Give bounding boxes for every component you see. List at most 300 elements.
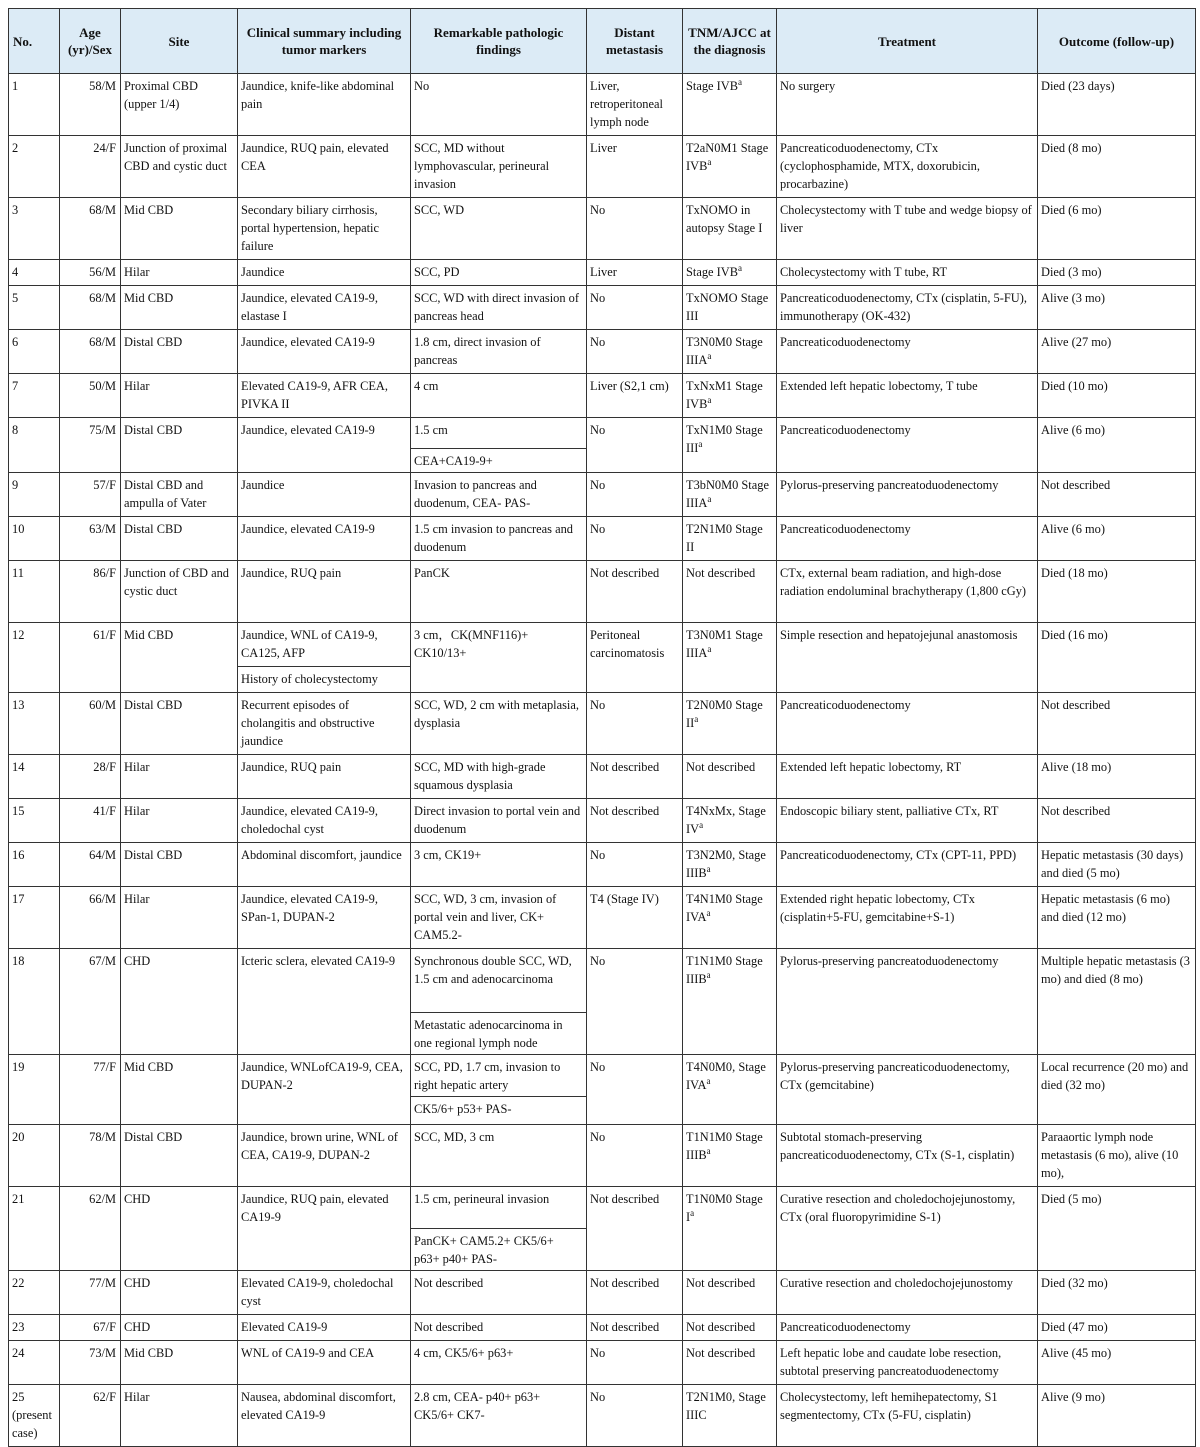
cell-age: 73/M: [60, 1341, 121, 1385]
cell-age: 66/M: [60, 887, 121, 949]
cell-tnm: [683, 136, 777, 198]
cell-age: 62/F: [60, 1385, 121, 1447]
tnm-footnote-marker: a: [706, 1145, 711, 1156]
cell-site: Proximal CBD (upper 1/4): [121, 74, 238, 136]
cell-outcome: Hepatic metastasis (6 mo) and died (12 mo): [1038, 887, 1196, 949]
table-row: [9, 330, 1196, 374]
cell-clinical: Secondary biliary cirrhosis, portal hypertension, hepatic failure: [238, 198, 411, 260]
cell-outcome: Hepatic metastasis (30 days) and died (5 mo): [1038, 843, 1196, 887]
cell-outcome: Alive (18 mo): [1038, 755, 1196, 799]
cell-pathology: 1.5 cm, perineural invasion: [411, 1187, 587, 1229]
cell-outcome: Alive (9 mo): [1038, 1385, 1196, 1447]
cell-no: 25 (present case): [9, 1385, 60, 1447]
cell-outcome: Not described: [1038, 693, 1196, 755]
cell-metastasis: Not described: [587, 799, 683, 843]
cell-outcome: Alive (3 mo): [1038, 286, 1196, 330]
cell-outcome: Died (10 mo): [1038, 374, 1196, 418]
cell-pathology: PanCK: [411, 561, 587, 623]
table-row: [9, 1271, 1196, 1315]
cell-metastasis: Liver: [587, 260, 683, 286]
cell-site: Hilar: [121, 887, 238, 949]
cell-site: Distal CBD: [121, 330, 238, 374]
cell-age: 58/M: [60, 74, 121, 136]
cell-no: 22: [9, 1271, 60, 1315]
cell-clinical: Jaundice, WNL of CA19-9, CA125, AFP: [238, 623, 411, 667]
tnm-stage-text: T2aN0M1 Stage IVB: [686, 141, 769, 173]
cell-metastasis: No: [587, 1125, 683, 1187]
cell-tnm: [683, 949, 777, 1055]
cell-outcome: Local recurrence (20 mo) and died (32 mo): [1038, 1055, 1196, 1125]
cell-clinical: Nausea, abdominal discomfort, elevated CA19-9: [238, 1385, 411, 1447]
cell-pathology: 4 cm, CK5/6+ p63+: [411, 1341, 587, 1385]
cell-no: 12: [9, 623, 60, 693]
cell-site: Mid CBD: [121, 623, 238, 693]
cell-pathology: Invasion to pancreas and duodenum, CEA- PAS-: [411, 473, 587, 517]
header-clinical: Clinical summary including tumor markers: [238, 9, 411, 74]
cell-pathology: SCC, MD without lymphovascular, perineural invasion: [411, 136, 587, 198]
cell-tnm: [683, 693, 777, 755]
cell-treatment: Endoscopic biliary stent, palliative CTx, RT: [777, 799, 1038, 843]
cell-clinical: Elevated CA19-9, choledochal cyst: [238, 1271, 411, 1315]
table-row: [9, 843, 1196, 887]
cell-site: Distal CBD and ampulla of Vater: [121, 473, 238, 517]
cell-metastasis: Not described: [587, 1315, 683, 1341]
table-row: [9, 1055, 1196, 1097]
cell-clinical: Jaundice, elevated CA19-9: [238, 517, 411, 561]
cell-pathology: Synchronous double SCC, WD, 1.5 cm and adenocarcinoma: [411, 949, 587, 1013]
cell-tnm: [683, 887, 777, 949]
cell-age: 68/M: [60, 330, 121, 374]
cell-pathology: SCC, PD, 1.7 cm, invasion to right hepatic artery: [411, 1055, 587, 1097]
tnm-footnote-marker: a: [707, 156, 712, 167]
tnm-stage-text: TxN1M0 Stage III: [686, 423, 763, 455]
cell-site: Distal CBD: [121, 517, 238, 561]
cell-tnm: [683, 1271, 777, 1315]
cell-tnm: [683, 755, 777, 799]
cell-outcome: Died (23 days): [1038, 74, 1196, 136]
case-table-container: [8, 8, 1195, 1447]
cell-site: CHD: [121, 1271, 238, 1315]
cell-tnm: [683, 561, 777, 623]
cell-pathology: 3 cm，CK(MNF116)+ CK10/13+: [411, 623, 587, 693]
tnm-footnote-marker: a: [707, 350, 712, 361]
cell-site: Mid CBD: [121, 286, 238, 330]
cell-tnm: [683, 1385, 777, 1447]
cell-treatment: Left hepatic lobe and caudate lobe resection, subtotal preserving pancreatoduodenectomy: [777, 1341, 1038, 1385]
cell-pathology: 2.8 cm, CEA- p40+ p63+ CK5/6+ CK7-: [411, 1385, 587, 1447]
tnm-stage-text: T4N0M0, Stage IVA: [686, 1060, 766, 1092]
cell-site: Distal CBD: [121, 843, 238, 887]
cell-treatment: Pylorus-preserving pancreatoduodenectomy: [777, 949, 1038, 1055]
header-no: No.: [9, 9, 60, 74]
table-row: [9, 561, 1196, 623]
cell-metastasis: No: [587, 1055, 683, 1125]
table-row: [9, 1187, 1196, 1229]
tnm-footnote-marker: a: [707, 643, 712, 654]
cell-pathology-secondary: CK5/6+ p53+ PAS-: [411, 1097, 587, 1125]
cell-clinical: Jaundice, brown urine, WNL of CEA, CA19-9, DUPAN-2: [238, 1125, 411, 1187]
cell-outcome: Died (32 mo): [1038, 1271, 1196, 1315]
cell-outcome: Not described: [1038, 799, 1196, 843]
cell-pathology: Direct invasion to portal vein and duodenum: [411, 799, 587, 843]
tnm-stage-text: T3N2M0, Stage IIIB: [686, 848, 766, 880]
tnm-footnote-marker: a: [706, 969, 711, 980]
cell-metastasis: Liver (S2,1 cm): [587, 374, 683, 418]
cell-clinical: Jaundice, elevated CA19-9, SPan-1, DUPAN-2: [238, 887, 411, 949]
tnm-stage-text: T3N0M1 Stage IIIA: [686, 628, 763, 660]
cell-site: Mid CBD: [121, 1341, 238, 1385]
cell-metastasis: No: [587, 198, 683, 260]
cell-treatment: Cholecystectomy, left hemihepatectomy, S1 segmentectomy, CTx (5-FU, cisplatin): [777, 1385, 1038, 1447]
cell-tnm: [683, 473, 777, 517]
cell-outcome: Alive (6 mo): [1038, 418, 1196, 473]
cell-no: 14: [9, 755, 60, 799]
cell-treatment: Pancreaticoduodenectomy: [777, 693, 1038, 755]
cell-tnm: [683, 198, 777, 260]
table-body: [9, 74, 1196, 1447]
cell-pathology: SCC, WD: [411, 198, 587, 260]
table-row: [9, 136, 1196, 198]
header-site: Site: [121, 9, 238, 74]
cell-treatment: Cholecystectomy with T tube, RT: [777, 260, 1038, 286]
cell-pathology-secondary: Metastatic adenocarcinoma in one regional lymph node: [411, 1013, 587, 1055]
cell-pathology: SCC, MD with high-grade squamous dysplasia: [411, 755, 587, 799]
table-header-row: [9, 9, 1196, 74]
tnm-stage-text: T2N1M0 Stage II: [686, 522, 763, 554]
case-table: [8, 8, 1196, 1447]
cell-no: 20: [9, 1125, 60, 1187]
cell-pathology: SCC, PD: [411, 260, 587, 286]
cell-site: Distal CBD: [121, 693, 238, 755]
cell-no: 10: [9, 517, 60, 561]
tnm-footnote-marker: a: [706, 907, 711, 918]
table-row: [9, 517, 1196, 561]
cell-site: CHD: [121, 1187, 238, 1271]
tnm-stage-text: T1N0M0 Stage I: [686, 1192, 763, 1224]
cell-treatment: CTx, external beam radiation, and high-dose radiation endoluminal brachytherapy (1,800 cGy): [777, 561, 1038, 623]
cell-no: 16: [9, 843, 60, 887]
table-row: [9, 1315, 1196, 1341]
header-tnm: TNM/AJCC at the diagnosis: [683, 9, 777, 74]
header-pathology: Remarkable pathologic findings: [411, 9, 587, 74]
table-row: [9, 1341, 1196, 1385]
cell-no: 17: [9, 887, 60, 949]
cell-pathology: SCC, MD, 3 cm: [411, 1125, 587, 1187]
tnm-footnote-marker: a: [706, 863, 711, 874]
cell-metastasis: No: [587, 693, 683, 755]
cell-no: 4: [9, 260, 60, 286]
cell-site: CHD: [121, 1315, 238, 1341]
cell-site: Hilar: [121, 374, 238, 418]
cell-tnm: [683, 1187, 777, 1271]
cell-no: 1: [9, 74, 60, 136]
cell-treatment: Extended left hepatic lobectomy, T tube: [777, 374, 1038, 418]
cell-site: Hilar: [121, 755, 238, 799]
tnm-stage-text: Stage IVB: [686, 265, 738, 279]
table-row: [9, 74, 1196, 136]
tnm-stage-text: Not described: [686, 760, 756, 774]
table-row: [9, 887, 1196, 949]
tnm-stage-text: T4N1M0 Stage IVA: [686, 892, 763, 924]
cell-treatment: Pylorus-preserving pancreatoduodenectomy: [777, 473, 1038, 517]
tnm-footnote-marker: a: [698, 438, 703, 449]
cell-pathology: 1.5 cm invasion to pancreas and duodenum: [411, 517, 587, 561]
cell-no: 18: [9, 949, 60, 1055]
cell-site: Junction of CBD and cystic duct: [121, 561, 238, 623]
tnm-stage-text: TxNOMO Stage III: [686, 291, 769, 323]
cell-no: 19: [9, 1055, 60, 1125]
cell-metastasis: No: [587, 473, 683, 517]
cell-treatment: Extended right hepatic lobectomy, CTx (cisplatin+5-FU, gemcitabine+S-1): [777, 887, 1038, 949]
cell-metastasis: T4 (Stage IV): [587, 887, 683, 949]
cell-age: 24/F: [60, 136, 121, 198]
cell-age: 78/M: [60, 1125, 121, 1187]
table-row: [9, 1125, 1196, 1187]
cell-age: 50/M: [60, 374, 121, 418]
cell-treatment: Pancreaticoduodenectomy, CTx (CPT-11, PPD): [777, 843, 1038, 887]
cell-outcome: Died (16 mo): [1038, 623, 1196, 693]
cell-clinical: Jaundice, RUQ pain, elevated CA19-9: [238, 1187, 411, 1271]
cell-treatment: Curative resection and choledochojejunostomy: [777, 1271, 1038, 1315]
cell-age: 62/M: [60, 1187, 121, 1271]
table-row: [9, 286, 1196, 330]
cell-treatment: Pancreaticoduodenectomy, CTx (cisplatin, 5-FU), immunotherapy (OK-432): [777, 286, 1038, 330]
cell-outcome: Multiple hepatic metastasis (3 mo) and died (8 mo): [1038, 949, 1196, 1055]
tnm-footnote-marker: a: [707, 493, 712, 504]
cell-metastasis: Liver: [587, 136, 683, 198]
cell-treatment: Pancreaticoduodenectomy: [777, 418, 1038, 473]
cell-clinical: Jaundice: [238, 473, 411, 517]
table-row: [9, 623, 1196, 667]
cell-tnm: [683, 330, 777, 374]
cell-metastasis: No: [587, 418, 683, 473]
tnm-stage-text: T2N1M0, Stage IIIC: [686, 1390, 766, 1422]
tnm-stage-text: Stage IVB: [686, 79, 738, 93]
cell-age: 67/F: [60, 1315, 121, 1341]
cell-pathology: Not described: [411, 1315, 587, 1341]
cell-no: 5: [9, 286, 60, 330]
cell-outcome: Died (18 mo): [1038, 561, 1196, 623]
header-age: Age (yr)/Sex: [60, 9, 121, 74]
tnm-footnote-marker: a: [694, 713, 699, 724]
table-row: [9, 374, 1196, 418]
cell-clinical: Jaundice, knife-like abdominal pain: [238, 74, 411, 136]
cell-age: 57/F: [60, 473, 121, 517]
cell-no: 24: [9, 1341, 60, 1385]
table-row: [9, 418, 1196, 449]
cell-pathology: SCC, WD, 3 cm, invasion of portal vein and liver, CK+ CAM5.2-: [411, 887, 587, 949]
cell-outcome: Paraaortic lymph node metastasis (6 mo), alive (10 mo),: [1038, 1125, 1196, 1187]
cell-clinical: Jaundice, elevated CA19-9: [238, 418, 411, 473]
cell-pathology: 4 cm: [411, 374, 587, 418]
cell-pathology: 3 cm, CK19+: [411, 843, 587, 887]
cell-site: CHD: [121, 949, 238, 1055]
cell-tnm: [683, 623, 777, 693]
cell-outcome: Died (3 mo): [1038, 260, 1196, 286]
cell-metastasis: No: [587, 949, 683, 1055]
table-row: [9, 949, 1196, 1013]
cell-clinical: Jaundice, elevated CA19-9: [238, 330, 411, 374]
tnm-footnote-marker: a: [690, 1207, 695, 1218]
cell-no: 2: [9, 136, 60, 198]
tnm-footnote-marker: a: [737, 262, 742, 273]
cell-treatment: Extended left hepatic lobectomy, RT: [777, 755, 1038, 799]
table-row: [9, 1385, 1196, 1447]
header-treatment: Treatment: [777, 9, 1038, 74]
tnm-footnote-marker: a: [737, 76, 742, 87]
cell-tnm: [683, 374, 777, 418]
tnm-stage-text: T4NxMx, Stage IV: [686, 804, 766, 836]
cell-no: 11: [9, 561, 60, 623]
cell-outcome: Alive (27 mo): [1038, 330, 1196, 374]
tnm-stage-text: Not described: [686, 1320, 756, 1334]
cell-pathology: 1.8 cm, direct invasion of pancreas: [411, 330, 587, 374]
cell-age: 68/M: [60, 286, 121, 330]
cell-clinical: Jaundice, RUQ pain, elevated CEA: [238, 136, 411, 198]
cell-metastasis: Not described: [587, 1187, 683, 1271]
tnm-stage-text: TxNOMO in autopsy Stage I: [686, 203, 763, 235]
cell-metastasis: Not described: [587, 1271, 683, 1315]
cell-tnm: [683, 1055, 777, 1125]
cell-age: 86/F: [60, 561, 121, 623]
cell-metastasis: No: [587, 330, 683, 374]
cell-clinical: Elevated CA19-9: [238, 1315, 411, 1341]
header-metastasis: Distant metastasis: [587, 9, 683, 74]
cell-pathology: 1.5 cm: [411, 418, 587, 449]
cell-site: Distal CBD: [121, 1125, 238, 1187]
cell-treatment: Simple resection and hepatojejunal anastomosis: [777, 623, 1038, 693]
tnm-footnote-marker: a: [699, 819, 704, 830]
cell-clinical: Jaundice, WNLofCA19-9, CEA, DUPAN-2: [238, 1055, 411, 1125]
cell-no: 7: [9, 374, 60, 418]
cell-outcome: Not described: [1038, 473, 1196, 517]
header-outcome: Outcome (follow-up): [1038, 9, 1196, 74]
cell-site: Mid CBD: [121, 198, 238, 260]
tnm-footnote-marker: a: [706, 1075, 711, 1086]
cell-age: 75/M: [60, 418, 121, 473]
tnm-stage-text: T1N1M0 Stage IIIB: [686, 1130, 763, 1162]
cell-clinical: Abdominal discomfort, jaundice: [238, 843, 411, 887]
cell-no: 9: [9, 473, 60, 517]
cell-no: 6: [9, 330, 60, 374]
cell-treatment: Pancreaticoduodenectomy: [777, 330, 1038, 374]
cell-metastasis: Not described: [587, 561, 683, 623]
tnm-stage-text: T3bN0M0 Stage IIIA: [686, 478, 769, 510]
cell-no: 21: [9, 1187, 60, 1271]
cell-metastasis: No: [587, 1341, 683, 1385]
tnm-stage-text: T2N0M0 Stage II: [686, 698, 763, 730]
cell-no: 15: [9, 799, 60, 843]
cell-pathology: SCC, WD, 2 cm with metaplasia, dysplasia: [411, 693, 587, 755]
cell-tnm: [683, 1125, 777, 1187]
cell-site: Distal CBD: [121, 418, 238, 473]
cell-age: 60/M: [60, 693, 121, 755]
table-row: [9, 693, 1196, 755]
cell-no: 3: [9, 198, 60, 260]
cell-metastasis: No: [587, 1385, 683, 1447]
cell-tnm: [683, 260, 777, 286]
cell-tnm: [683, 799, 777, 843]
tnm-stage-text: T1N1M0 Stage IIIB: [686, 954, 763, 986]
cell-age: 68/M: [60, 198, 121, 260]
cell-outcome: Died (6 mo): [1038, 198, 1196, 260]
cell-clinical: Icteric sclera, elevated CA19-9: [238, 949, 411, 1055]
cell-treatment: Pancreaticoduodenectomy: [777, 517, 1038, 561]
cell-no: 13: [9, 693, 60, 755]
cell-tnm: [683, 74, 777, 136]
cell-tnm: [683, 1315, 777, 1341]
cell-tnm: [683, 843, 777, 887]
cell-metastasis: No: [587, 517, 683, 561]
cell-treatment: Curative resection and choledochojejunostomy, CTx (oral fluoropyrimidine S-1): [777, 1187, 1038, 1271]
cell-tnm: [683, 1341, 777, 1385]
cell-age: 28/F: [60, 755, 121, 799]
cell-treatment: Pancreaticoduodenectomy: [777, 1315, 1038, 1341]
cell-pathology-secondary: CEA+CA19-9+: [411, 449, 587, 473]
cell-clinical: Jaundice, RUQ pain: [238, 755, 411, 799]
cell-site: Junction of proximal CBD and cystic duct: [121, 136, 238, 198]
cell-age: 64/M: [60, 843, 121, 887]
cell-tnm: [683, 418, 777, 473]
cell-age: 41/F: [60, 799, 121, 843]
cell-treatment: No surgery: [777, 74, 1038, 136]
cell-metastasis: Liver, retroperitoneal lymph node: [587, 74, 683, 136]
cell-age: 77/F: [60, 1055, 121, 1125]
cell-treatment: Pylorus-preserving pancreaticoduodenectomy, CTx (gemcitabine): [777, 1055, 1038, 1125]
cell-clinical: Jaundice, elevated CA19-9, choledochal cyst: [238, 799, 411, 843]
cell-site: Hilar: [121, 260, 238, 286]
cell-age: 77/M: [60, 1271, 121, 1315]
tnm-stage-text: TxNxM1 Stage IVB: [686, 379, 763, 411]
cell-clinical: Elevated CA19-9, AFR CEA, PIVKA II: [238, 374, 411, 418]
cell-treatment: Pancreaticoduodenectomy, CTx (cyclophosphamide, MTX, doxorubicin, procarbazine): [777, 136, 1038, 198]
cell-tnm: [683, 286, 777, 330]
cell-no: 23: [9, 1315, 60, 1341]
cell-site: Mid CBD: [121, 1055, 238, 1125]
cell-treatment: Subtotal stomach-preserving pancreaticoduodenectomy, CTx (S-1, cisplatin): [777, 1125, 1038, 1187]
cell-pathology: SCC, WD with direct invasion of pancreas head: [411, 286, 587, 330]
cell-clinical: Recurrent episodes of cholangitis and obstructive jaundice: [238, 693, 411, 755]
cell-metastasis: No: [587, 286, 683, 330]
tnm-stage-text: T3N0M0 Stage IIIA: [686, 335, 763, 367]
tnm-stage-text: Not described: [686, 1276, 756, 1290]
cell-metastasis: No: [587, 843, 683, 887]
cell-site: Hilar: [121, 1385, 238, 1447]
table-row: [9, 755, 1196, 799]
cell-outcome: Died (8 mo): [1038, 136, 1196, 198]
cell-outcome: Alive (45 mo): [1038, 1341, 1196, 1385]
cell-age: 63/M: [60, 517, 121, 561]
table-row: [9, 198, 1196, 260]
cell-clinical-secondary: History of cholecystectomy: [238, 667, 411, 693]
cell-outcome: Died (47 mo): [1038, 1315, 1196, 1341]
table-row: [9, 799, 1196, 843]
tnm-stage-text: Not described: [686, 566, 756, 580]
cell-outcome: Alive (6 mo): [1038, 517, 1196, 561]
cell-clinical: Jaundice, RUQ pain: [238, 561, 411, 623]
cell-clinical: Jaundice, elevated CA19-9, elastase I: [238, 286, 411, 330]
tnm-footnote-marker: a: [707, 394, 712, 405]
cell-age: 61/F: [60, 623, 121, 693]
cell-clinical: WNL of CA19-9 and CEA: [238, 1341, 411, 1385]
cell-age: 56/M: [60, 260, 121, 286]
cell-pathology: Not described: [411, 1271, 587, 1315]
cell-site: Hilar: [121, 799, 238, 843]
tnm-stage-text: Not described: [686, 1346, 756, 1360]
cell-metastasis: Not described: [587, 755, 683, 799]
cell-pathology-secondary: PanCK+ CAM5.2+ CK5/6+ p63+ p40+ PAS-: [411, 1229, 587, 1271]
cell-clinical: Jaundice: [238, 260, 411, 286]
